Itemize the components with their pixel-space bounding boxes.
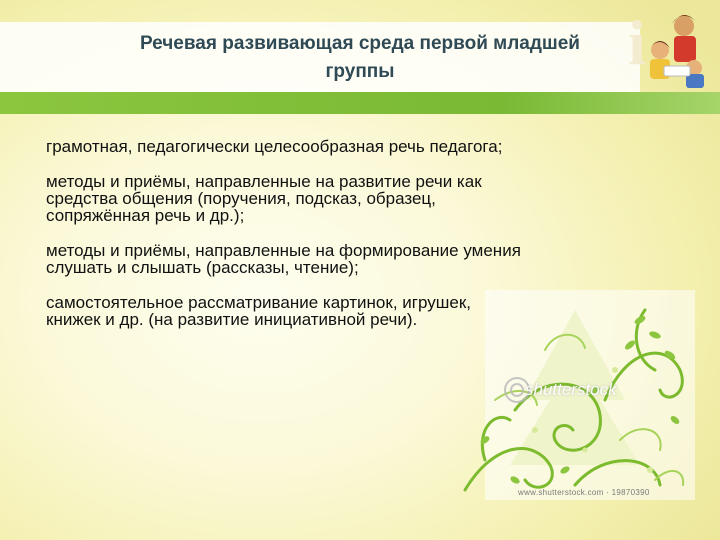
list-item: самостоятельное рассматривание картинок, игрушек, книжек и др. (на развитие инициативной речи).	[46, 293, 471, 329]
green-header-bar	[0, 92, 720, 114]
watermark-text: shutterstock	[525, 380, 617, 399]
slide-title-line2: группы	[325, 61, 395, 82]
children-picture-icon	[622, 4, 712, 90]
list-item: методы и приёмы, направленные на формирование умения слушать и слышать (рассказы, чтение);	[46, 241, 521, 277]
watermark-url: www.shutterstock.com · 19870390	[518, 488, 650, 497]
list-item: грамотная, педагогически целесообразная речь педагога;	[46, 137, 503, 156]
list-item: методы и приёмы, направленные на развитие речи как средства общения (поручения, подсказ, образец, сопряжённая речь и др.);	[46, 172, 482, 225]
slide-title-line1: Речевая развивающая среда первой младшей	[139, 33, 580, 54]
bullet-list	[46, 138, 526, 346]
svg-text:i: i	[628, 7, 646, 78]
slide-title	[60, 30, 660, 86]
